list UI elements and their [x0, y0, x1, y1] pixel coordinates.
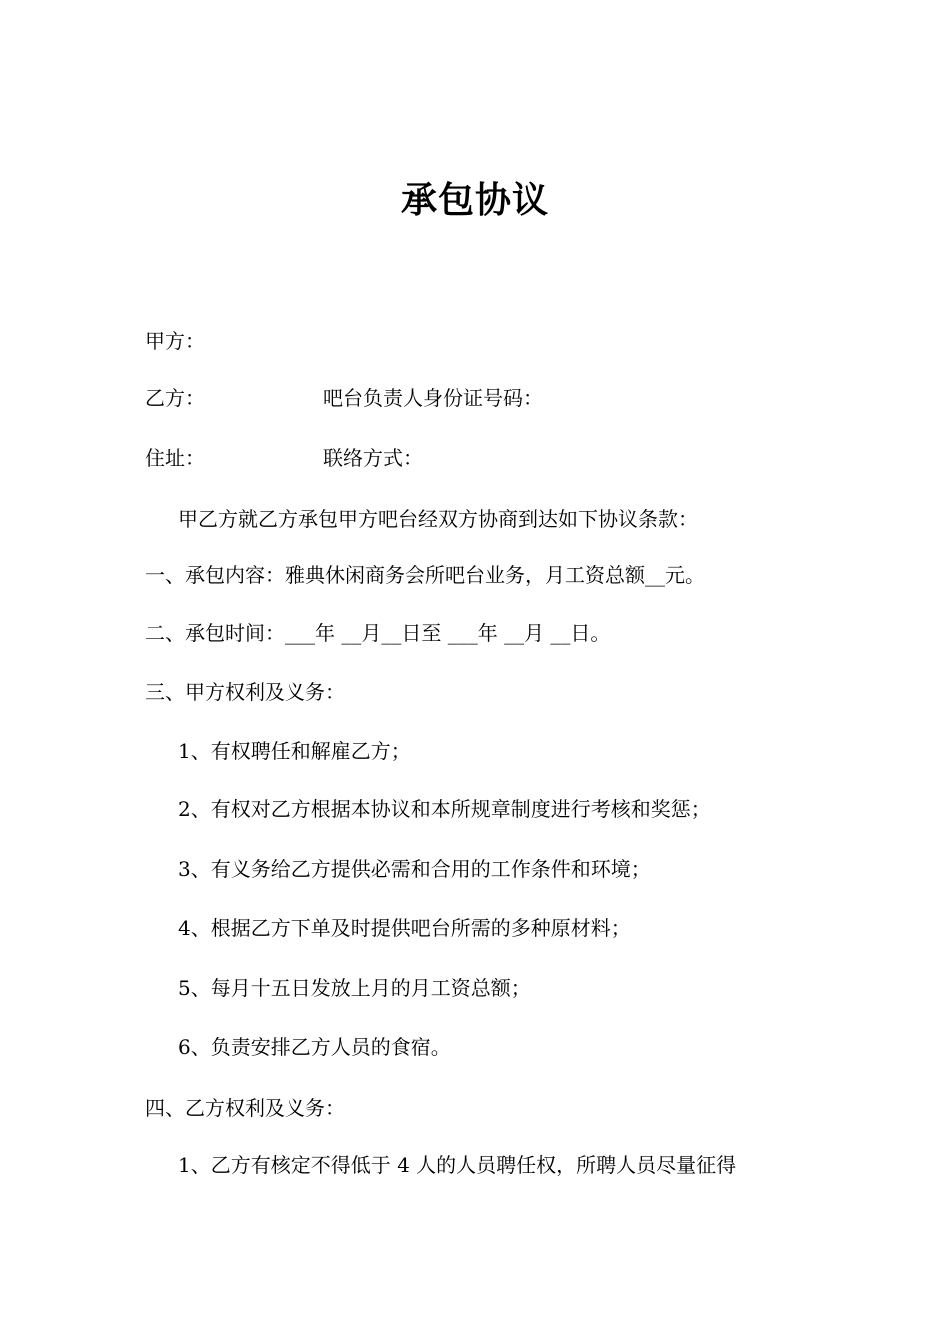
clause-3-item: 6、负责安排乙方人员的食宿。 [178, 1035, 451, 1059]
document-title: 承包协议 [400, 179, 549, 221]
party-b-id-label: 吧台负责人身份证号码： [323, 386, 543, 410]
address-label: 住址： [145, 446, 205, 470]
clause-2: 二、承包时间：___年 __月__日至 ___年 __月 __日。 [145, 621, 611, 645]
clause-3-item: 2、有权对乙方根据本协议和本所规章制度进行考核和奖惩； [178, 797, 711, 821]
clause-3-heading: 三、甲方权利及义务： [145, 680, 345, 704]
clause-1: 一、承包内容：雅典休闲商务会所吧台业务，月工资总额__元。 [145, 563, 705, 587]
party-b-label: 乙方： [145, 386, 205, 410]
clause-3-item: 1、有权聘任和解雇乙方； [178, 739, 411, 763]
clause-4-item: 1、乙方有核定不得低于 4 人的人员聘任权，所聘人员尽量征得 [178, 1153, 737, 1177]
clause-3-item: 5、每月十五日发放上月的月工资总额； [178, 976, 531, 1000]
clause-3-item: 3、有义务给乙方提供必需和合用的工作条件和环境； [178, 857, 651, 881]
contact-label: 联络方式： [323, 446, 423, 470]
party-a-label: 甲方： [145, 329, 205, 353]
intro-paragraph: 甲乙方就乙方承包甲方吧台经双方协商到达如下协议条款： [178, 507, 698, 531]
clause-4-heading: 四、乙方权利及义务： [145, 1096, 345, 1120]
clause-3-item: 4、根据乙方下单及时提供吧台所需的多种原材料； [178, 916, 631, 940]
